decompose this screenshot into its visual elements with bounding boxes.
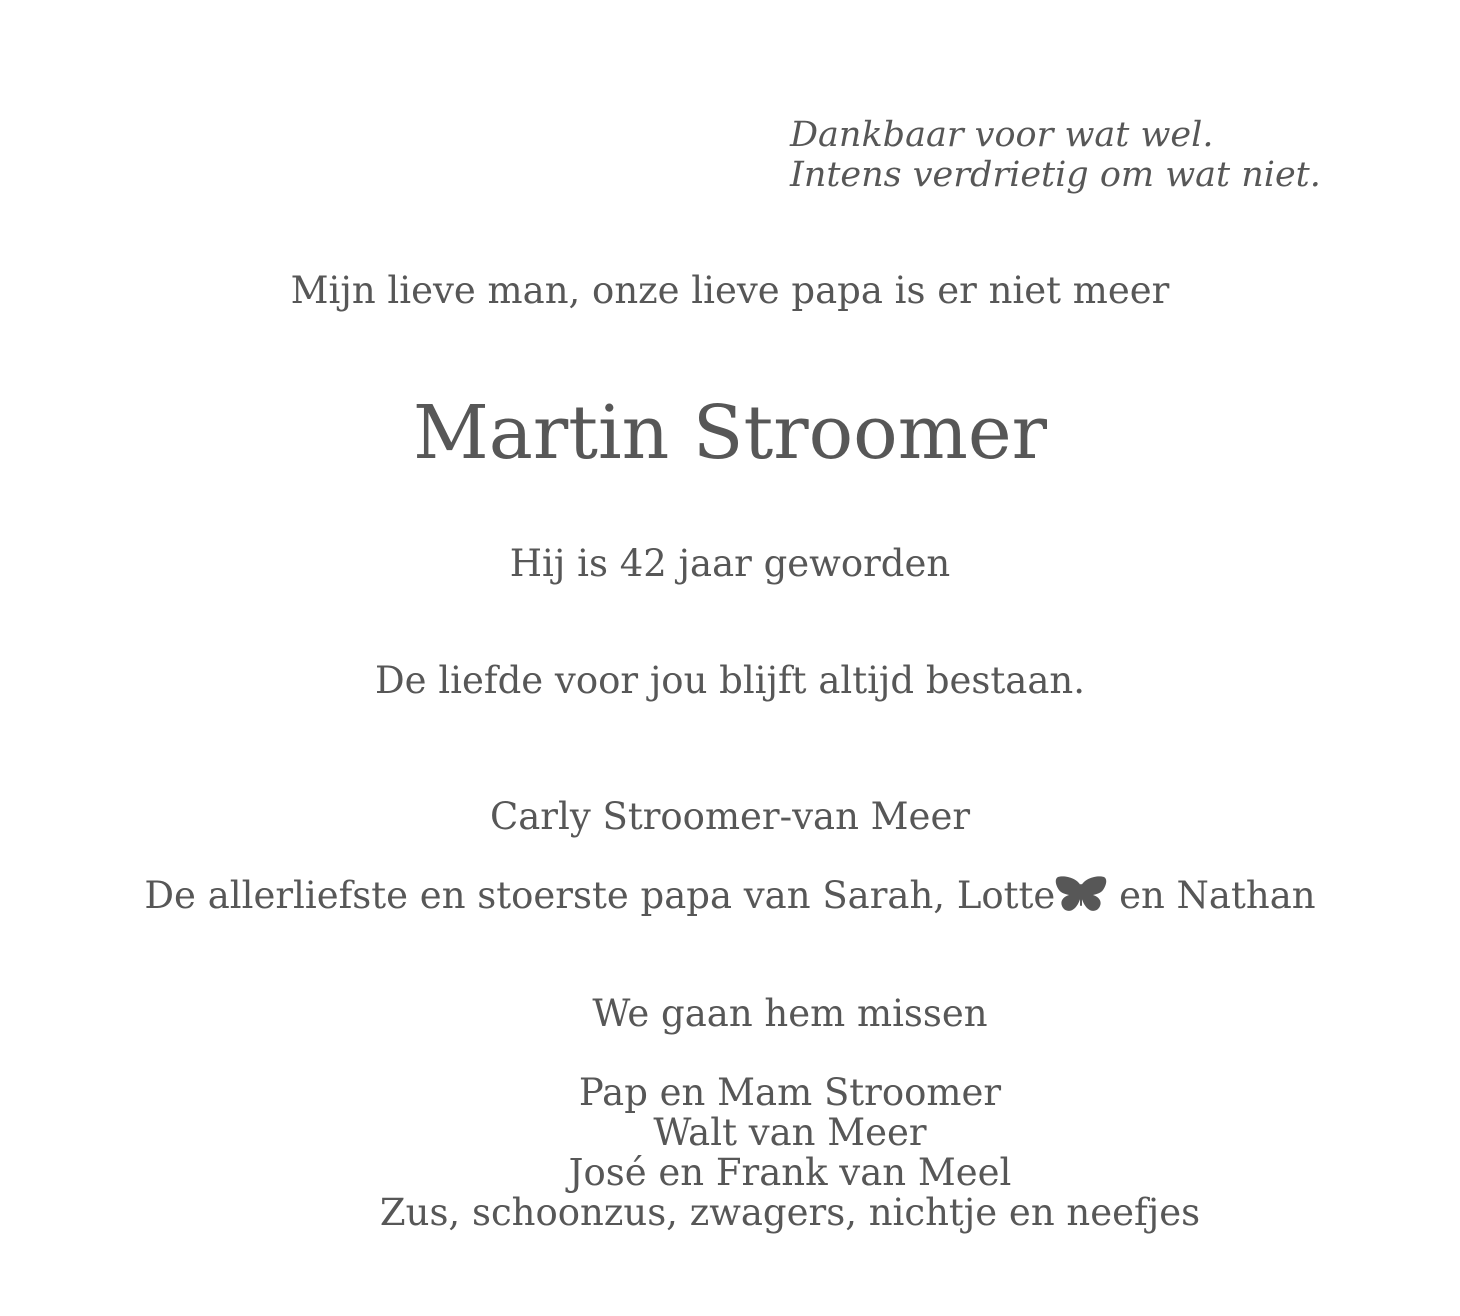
family-member-3: José en Frank van Meel	[568, 1151, 1012, 1194]
butterfly-icon	[1055, 876, 1107, 914]
family-list	[320, 1073, 1260, 1233]
quote-line-2: Intens verdrietig om wat niet.	[790, 155, 1321, 195]
age-text: Hij is 42 jaar geworden	[509, 542, 951, 585]
love-text: De liefde voor jou blijft altijd bestaan.	[375, 659, 1085, 702]
missing-text: We gaan hem missen	[592, 992, 988, 1035]
family-member-1: Pap en Mam Stroomer	[578, 1071, 1002, 1114]
deceased-name: Martin Stroomer	[412, 390, 1048, 476]
children-text-before: De allerliefste en stoerste papa van Sarah, Lotte	[144, 874, 1056, 917]
family-member-4: Zus, schoonzus, zwagers, nichtje en neefjes	[379, 1191, 1201, 1234]
intro-text: Mijn lieve man, onze lieve papa is er niet meer	[290, 269, 1170, 312]
children-line	[0, 874, 1460, 917]
spouse-name: Carly Stroomer-van Meer	[489, 795, 971, 838]
children-text-after: en Nathan	[1107, 874, 1316, 917]
quote-line-1: Dankbaar voor wat wel.	[790, 115, 1214, 155]
family-member-2: Walt van Meer	[653, 1111, 927, 1154]
